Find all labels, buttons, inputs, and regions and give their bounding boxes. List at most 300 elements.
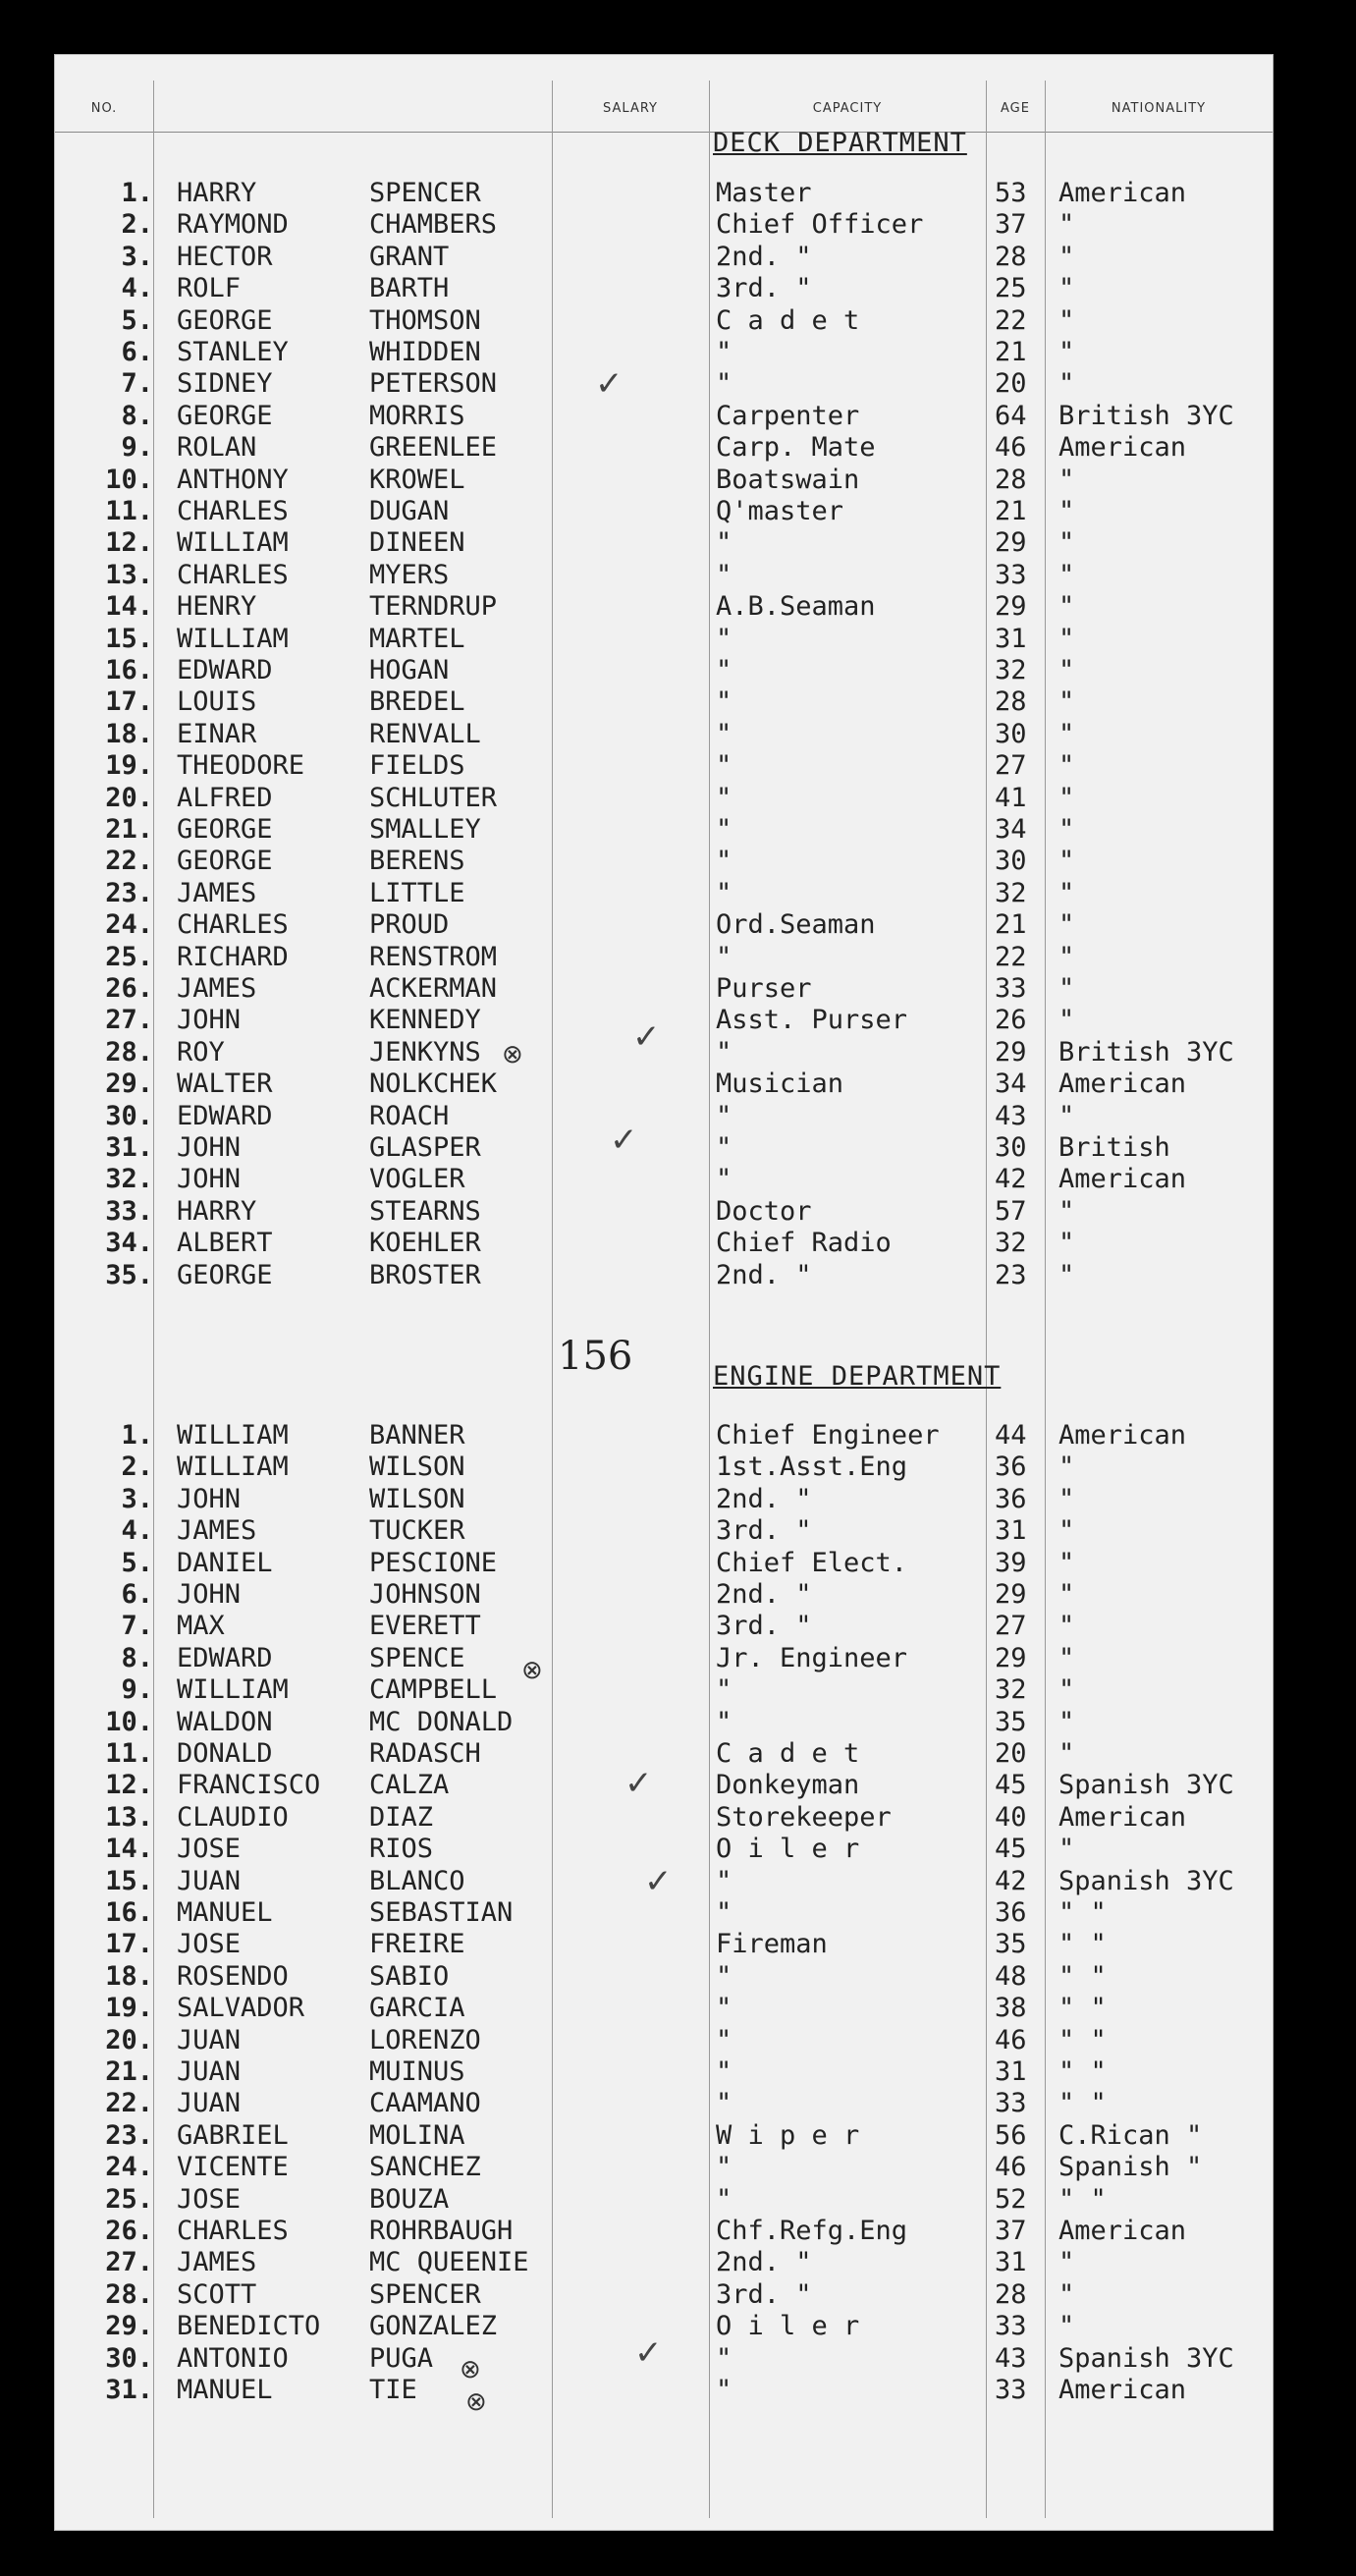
crew-number: 7. [121, 368, 153, 400]
crew-number: 1. [121, 178, 153, 208]
age: 26 [995, 1005, 1027, 1036]
age: 37 [995, 209, 1027, 241]
age: 34 [995, 1069, 1027, 1100]
crew-row [55, 2152, 1273, 2183]
last-name: SANCHEZ [369, 2152, 481, 2183]
crew-number: 22. [105, 2088, 153, 2119]
age: 28 [995, 241, 1027, 272]
capacity: " [716, 2183, 732, 2215]
capacity: " [716, 846, 732, 877]
nationality: " [1058, 591, 1075, 623]
age: 53 [995, 178, 1027, 208]
nationality: " [1058, 209, 1075, 241]
nationality: " [1058, 623, 1075, 654]
crew-number: 18. [105, 718, 153, 749]
capacity: " [716, 2342, 732, 2374]
nationality: " [1058, 941, 1075, 972]
page-number: 156 [558, 1334, 633, 1379]
nationality: " [1058, 2311, 1075, 2342]
capacity: Boatswain [716, 464, 860, 495]
capacity: 3rd. " [716, 2278, 812, 2310]
last-name: BREDEL [369, 686, 465, 718]
engine-department-title: ENGINE DEPARTMENT [713, 1361, 1002, 1392]
first-name: GEORGE [177, 304, 273, 336]
crew-row [55, 368, 1273, 400]
capacity: Donkeyman [716, 1770, 860, 1801]
last-name: PUGA [369, 2342, 434, 2374]
check-mark: ✓ [610, 1121, 638, 1160]
capacity: " [716, 1865, 732, 1896]
first-name: JOHN [177, 1132, 242, 1163]
age: 42 [995, 1164, 1027, 1195]
age: 46 [995, 432, 1027, 464]
age: 57 [995, 1195, 1027, 1227]
age: 28 [995, 686, 1027, 718]
age: 33 [995, 2088, 1027, 2119]
crew-number: 8. [121, 1642, 153, 1673]
crew-row [55, 465, 1273, 496]
age: 45 [995, 1770, 1027, 1801]
nationality: " " [1058, 2056, 1107, 2087]
age: 21 [995, 337, 1027, 367]
age: 21 [995, 496, 1027, 526]
last-name: JENKYNS [369, 1036, 481, 1068]
crew-number: 24. [105, 909, 153, 941]
age: 42 [995, 1865, 1027, 1896]
age: 44 [995, 1420, 1027, 1451]
crew-row [55, 527, 1273, 559]
last-name: PETERSON [369, 368, 498, 400]
crew-number: 12. [105, 527, 153, 559]
crew-row [55, 560, 1273, 591]
last-name: FIELDS [369, 750, 465, 782]
nationality: Spanish " [1058, 2152, 1203, 2183]
nationality: " [1058, 1706, 1075, 1737]
nationality: " " [1058, 2183, 1107, 2215]
last-name: DIAZ [369, 1801, 434, 1833]
nationality: " [1058, 1515, 1075, 1547]
crew-row [55, 2088, 1273, 2119]
first-name: GEORGE [177, 846, 273, 877]
age: 22 [995, 304, 1027, 336]
first-name: FRANCISCO [177, 1770, 321, 1801]
nationality: " [1058, 718, 1075, 749]
last-name: ACKERMAN [369, 973, 498, 1004]
crew-row [55, 1037, 1273, 1069]
nationality: Spanish 3YC [1058, 2342, 1234, 2374]
crew-row [55, 1101, 1273, 1132]
nationality: " [1058, 1642, 1075, 1673]
crew-row [55, 973, 1273, 1005]
check-mark: ✓ [634, 2333, 663, 2373]
first-name: JUAN [177, 2088, 242, 2119]
first-name: CHARLES [177, 559, 289, 590]
crew-number: 2. [121, 1452, 153, 1483]
last-name: GREENLEE [369, 432, 498, 464]
first-name: MAX [177, 1611, 225, 1642]
crew-number: 9. [121, 432, 153, 464]
age: 21 [995, 909, 1027, 941]
capacity: C a d e t [716, 1738, 860, 1769]
check-mark: ✓ [595, 364, 624, 404]
capacity: " [716, 559, 732, 590]
nationality: British 3YC [1058, 400, 1234, 431]
first-name: WILLIAM [177, 527, 289, 559]
header-rule [55, 132, 1273, 133]
nationality: C.Rican " [1058, 2119, 1203, 2151]
nationality: " " [1058, 2024, 1107, 2055]
crew-row [55, 1452, 1273, 1483]
crew-row [55, 1611, 1273, 1642]
age: 29 [995, 1579, 1027, 1610]
nationality: " [1058, 1228, 1075, 1259]
check-mark: ✓ [644, 1862, 673, 1901]
last-name: KROWEL [369, 464, 465, 495]
crew-number: 29. [105, 2311, 153, 2342]
capacity: Asst. Purser [716, 1005, 908, 1036]
last-name: SPENCER [369, 178, 481, 208]
nationality: " [1058, 304, 1075, 336]
circled-x-mark: ⊗ [465, 2387, 487, 2417]
crew-number: 24. [105, 2152, 153, 2183]
first-name: DANIEL [177, 1547, 273, 1578]
last-name: CAMPBELL [369, 1674, 498, 1706]
capacity: " [716, 1960, 732, 1992]
crew-number: 27. [105, 1005, 153, 1036]
crew-row [55, 783, 1273, 814]
last-name: BERENS [369, 846, 465, 877]
header-salary: SALARY [603, 100, 658, 116]
age: 43 [995, 2342, 1027, 2374]
first-name: GEORGE [177, 1259, 273, 1290]
capacity: 3rd. " [716, 273, 812, 304]
first-name: STANLEY [177, 337, 289, 367]
crew-number: 17. [105, 1929, 153, 1960]
first-name: HENRY [177, 591, 257, 623]
first-name: JOSE [177, 1929, 242, 1960]
age: 30 [995, 1132, 1027, 1163]
capacity: 2nd. " [716, 2247, 812, 2278]
capacity: " [716, 2056, 732, 2087]
last-name: RIOS [369, 1834, 434, 1865]
first-name: JUAN [177, 2024, 242, 2055]
capacity: " [716, 655, 732, 685]
capacity: " [716, 1706, 732, 1737]
crew-row [55, 2375, 1273, 2406]
age: 39 [995, 1547, 1027, 1578]
last-name: NOLKCHEK [369, 1069, 498, 1100]
first-name: ROSENDO [177, 1960, 289, 1992]
first-name: JAMES [177, 1515, 257, 1547]
crew-row [55, 1802, 1273, 1834]
crew-number: 15. [105, 1865, 153, 1896]
age: 31 [995, 2056, 1027, 2087]
crew-row [55, 2343, 1273, 2375]
nationality: " [1058, 273, 1075, 304]
last-name: MUINUS [369, 2056, 465, 2087]
first-name: GABRIEL [177, 2119, 289, 2151]
capacity: Chief Engineer [716, 1420, 940, 1451]
crew-row [55, 846, 1273, 877]
first-name: EDWARD [177, 1100, 273, 1131]
nationality: American [1058, 178, 1187, 208]
nationality: " [1058, 559, 1075, 590]
first-name: ALFRED [177, 782, 273, 813]
capacity: " [716, 2024, 732, 2055]
age: 34 [995, 814, 1027, 845]
first-name: EINAR [177, 718, 257, 749]
crew-number: 10. [105, 464, 153, 495]
capacity: Jr. Engineer [716, 1642, 908, 1673]
crew-row [55, 1005, 1273, 1036]
crew-number: 22. [105, 846, 153, 877]
first-name: WALTER [177, 1069, 273, 1100]
crew-row [55, 1929, 1273, 1960]
age: 48 [995, 1960, 1027, 1992]
first-name: RICHARD [177, 941, 289, 972]
last-name: FREIRE [369, 1929, 465, 1960]
first-name: GEORGE [177, 400, 273, 431]
last-name: TERNDRUP [369, 591, 498, 623]
crew-row [55, 1834, 1273, 1865]
circled-x-mark: ⊗ [502, 1040, 523, 1069]
crew-number: 1. [121, 1420, 153, 1451]
capacity: " [716, 527, 732, 559]
crew-row [55, 1132, 1273, 1164]
first-name: ROLF [177, 273, 242, 304]
nationality: " [1058, 2278, 1075, 2310]
crew-row [55, 1164, 1273, 1195]
last-name: MARTEL [369, 623, 465, 654]
last-name: KOEHLER [369, 1228, 481, 1259]
crew-number: 13. [105, 1801, 153, 1833]
nationality: " [1058, 750, 1075, 782]
capacity: 3rd. " [716, 1611, 812, 1642]
capacity: " [716, 782, 732, 813]
last-name: TIE [369, 2375, 417, 2405]
age: 41 [995, 782, 1027, 813]
first-name: JAMES [177, 877, 257, 908]
nationality: British 3YC [1058, 1036, 1234, 1068]
last-name: ROHRBAUGH [369, 2216, 514, 2246]
crew-number: 30. [105, 1100, 153, 1131]
crew-number: 6. [121, 337, 153, 367]
age: 25 [995, 273, 1027, 304]
first-name: HARRY [177, 1195, 257, 1227]
first-name: JOHN [177, 1005, 242, 1036]
nationality: " [1058, 814, 1075, 845]
first-name: JOHN [177, 1579, 242, 1610]
last-name: BOUZA [369, 2183, 450, 2215]
last-name: PESCIONE [369, 1547, 498, 1578]
crew-row [55, 1643, 1273, 1674]
last-name: GLASPER [369, 1132, 481, 1163]
last-name: CAAMANO [369, 2088, 481, 2119]
first-name: WILLIAM [177, 623, 289, 654]
nationality: " " [1058, 1929, 1107, 1960]
age: 20 [995, 1738, 1027, 1769]
nationality: American [1058, 1801, 1187, 1833]
crew-row [55, 1196, 1273, 1228]
capacity: Chief Radio [716, 1228, 892, 1259]
first-name: JUAN [177, 1865, 242, 1896]
age: 32 [995, 1674, 1027, 1706]
last-name: WILSON [369, 1452, 465, 1483]
last-name: GARCIA [369, 1993, 465, 2024]
crew-number: 4. [121, 1515, 153, 1547]
first-name: SALVADOR [177, 1993, 305, 2024]
crew-number: 11. [105, 1738, 153, 1769]
nationality: " " [1058, 1897, 1107, 1928]
last-name: RENVALL [369, 718, 481, 749]
capacity: " [716, 2152, 732, 2183]
capacity: " [716, 814, 732, 845]
crew-row [55, 1961, 1273, 1993]
crew-row [55, 2279, 1273, 2311]
crew-number: 33. [105, 1195, 153, 1227]
last-name: DUGAN [369, 496, 450, 526]
last-name: ROACH [369, 1100, 450, 1131]
last-name: MC DONALD [369, 1706, 514, 1737]
crew-number: 17. [105, 686, 153, 718]
age: 33 [995, 2375, 1027, 2405]
capacity: " [716, 2375, 732, 2405]
capacity: " [716, 2088, 732, 2119]
crew-number: 28. [105, 2278, 153, 2310]
crew-row [55, 1228, 1273, 1259]
last-name: CALZA [369, 1770, 450, 1801]
age: 40 [995, 1801, 1027, 1833]
crew-row [55, 1069, 1273, 1100]
crew-row [55, 1707, 1273, 1738]
crew-number: 2. [121, 209, 153, 241]
first-name: MANUEL [177, 1897, 273, 1928]
crew-number: 14. [105, 591, 153, 623]
first-name: EDWARD [177, 1642, 273, 1673]
last-name: RADASCH [369, 1738, 481, 1769]
crew-row [55, 2025, 1273, 2056]
last-name: MOLINA [369, 2119, 465, 2151]
age: 29 [995, 1036, 1027, 1068]
crew-number: 11. [105, 496, 153, 526]
age: 56 [995, 2119, 1027, 2151]
capacity: " [716, 877, 732, 908]
last-name: EVERETT [369, 1611, 481, 1642]
nationality: American [1058, 1069, 1187, 1100]
nationality: American [1058, 2375, 1187, 2405]
age: 64 [995, 400, 1027, 431]
first-name: SCOTT [177, 2278, 257, 2310]
age: 36 [995, 1897, 1027, 1928]
capacity: Doctor [716, 1195, 812, 1227]
crew-row [55, 2184, 1273, 2216]
age: 23 [995, 1259, 1027, 1290]
crew-row [55, 1738, 1273, 1770]
age: 28 [995, 464, 1027, 495]
first-name: ROLAN [177, 432, 257, 464]
capacity: " [716, 368, 732, 400]
age: 30 [995, 718, 1027, 749]
first-name: JAMES [177, 973, 257, 1004]
crew-number: 25. [105, 2183, 153, 2215]
first-name: DONALD [177, 1738, 273, 1769]
crew-row [55, 2056, 1273, 2088]
nationality: " [1058, 1738, 1075, 1769]
capacity: 2nd. " [716, 241, 812, 272]
nationality: Spanish 3YC [1058, 1770, 1234, 1801]
last-name: DINEEN [369, 527, 465, 559]
crew-number: 21. [105, 2056, 153, 2087]
capacity: " [716, 718, 732, 749]
crew-row [55, 432, 1273, 464]
crew-number: 34. [105, 1228, 153, 1259]
crew-number: 23. [105, 877, 153, 908]
age: 29 [995, 1642, 1027, 1673]
crew-number: 20. [105, 782, 153, 813]
circled-x-mark: ⊗ [460, 2355, 481, 2384]
last-name: VOGLER [369, 1164, 465, 1195]
header-nationality: NATIONALITY [1111, 100, 1207, 116]
last-name: SMALLEY [369, 814, 481, 845]
crew-row [55, 750, 1273, 782]
crew-row [55, 1484, 1273, 1515]
crew-row [55, 942, 1273, 973]
capacity: " [716, 337, 732, 367]
crew-row [55, 1260, 1273, 1291]
crew-number: 35. [105, 1259, 153, 1290]
crew-number: 21. [105, 814, 153, 845]
crew-row [55, 1993, 1273, 2024]
capacity: Chf.Refg.Eng [716, 2216, 908, 2246]
capacity: Chief Elect. [716, 1547, 908, 1578]
first-name: WALDON [177, 1706, 273, 1737]
capacity: Storekeeper [716, 1801, 892, 1833]
crew-number: 19. [105, 1993, 153, 2024]
capacity: " [716, 1036, 732, 1068]
age: 28 [995, 2278, 1027, 2310]
first-name: BENEDICTO [177, 2311, 321, 2342]
crew-number: 28. [105, 1036, 153, 1068]
first-name: WILLIAM [177, 1452, 289, 1483]
crew-row [55, 1420, 1273, 1452]
age: 36 [995, 1483, 1027, 1514]
nationality: " [1058, 1259, 1075, 1290]
age: 30 [995, 846, 1027, 877]
age: 38 [995, 1993, 1027, 2024]
first-name: ANTHONY [177, 464, 289, 495]
age: 32 [995, 1228, 1027, 1259]
crew-row [55, 624, 1273, 655]
header-age: AGE [1001, 100, 1030, 116]
crew-row [55, 814, 1273, 846]
last-name: STEARNS [369, 1195, 481, 1227]
age: 32 [995, 877, 1027, 908]
nationality: " [1058, 1483, 1075, 1514]
first-name: GEORGE [177, 814, 273, 845]
last-name: GRANT [369, 241, 450, 272]
nationality: American [1058, 432, 1187, 464]
age: 35 [995, 1706, 1027, 1737]
capacity: Ord.Seaman [716, 909, 876, 941]
capacity: Fireman [716, 1929, 828, 1960]
crew-number: 3. [121, 1483, 153, 1514]
capacity: Chief Officer [716, 209, 924, 241]
crew-number: 6. [121, 1579, 153, 1610]
nationality: " [1058, 241, 1075, 272]
crew-number: 5. [121, 1547, 153, 1578]
age: 31 [995, 2247, 1027, 2278]
age: 20 [995, 368, 1027, 400]
